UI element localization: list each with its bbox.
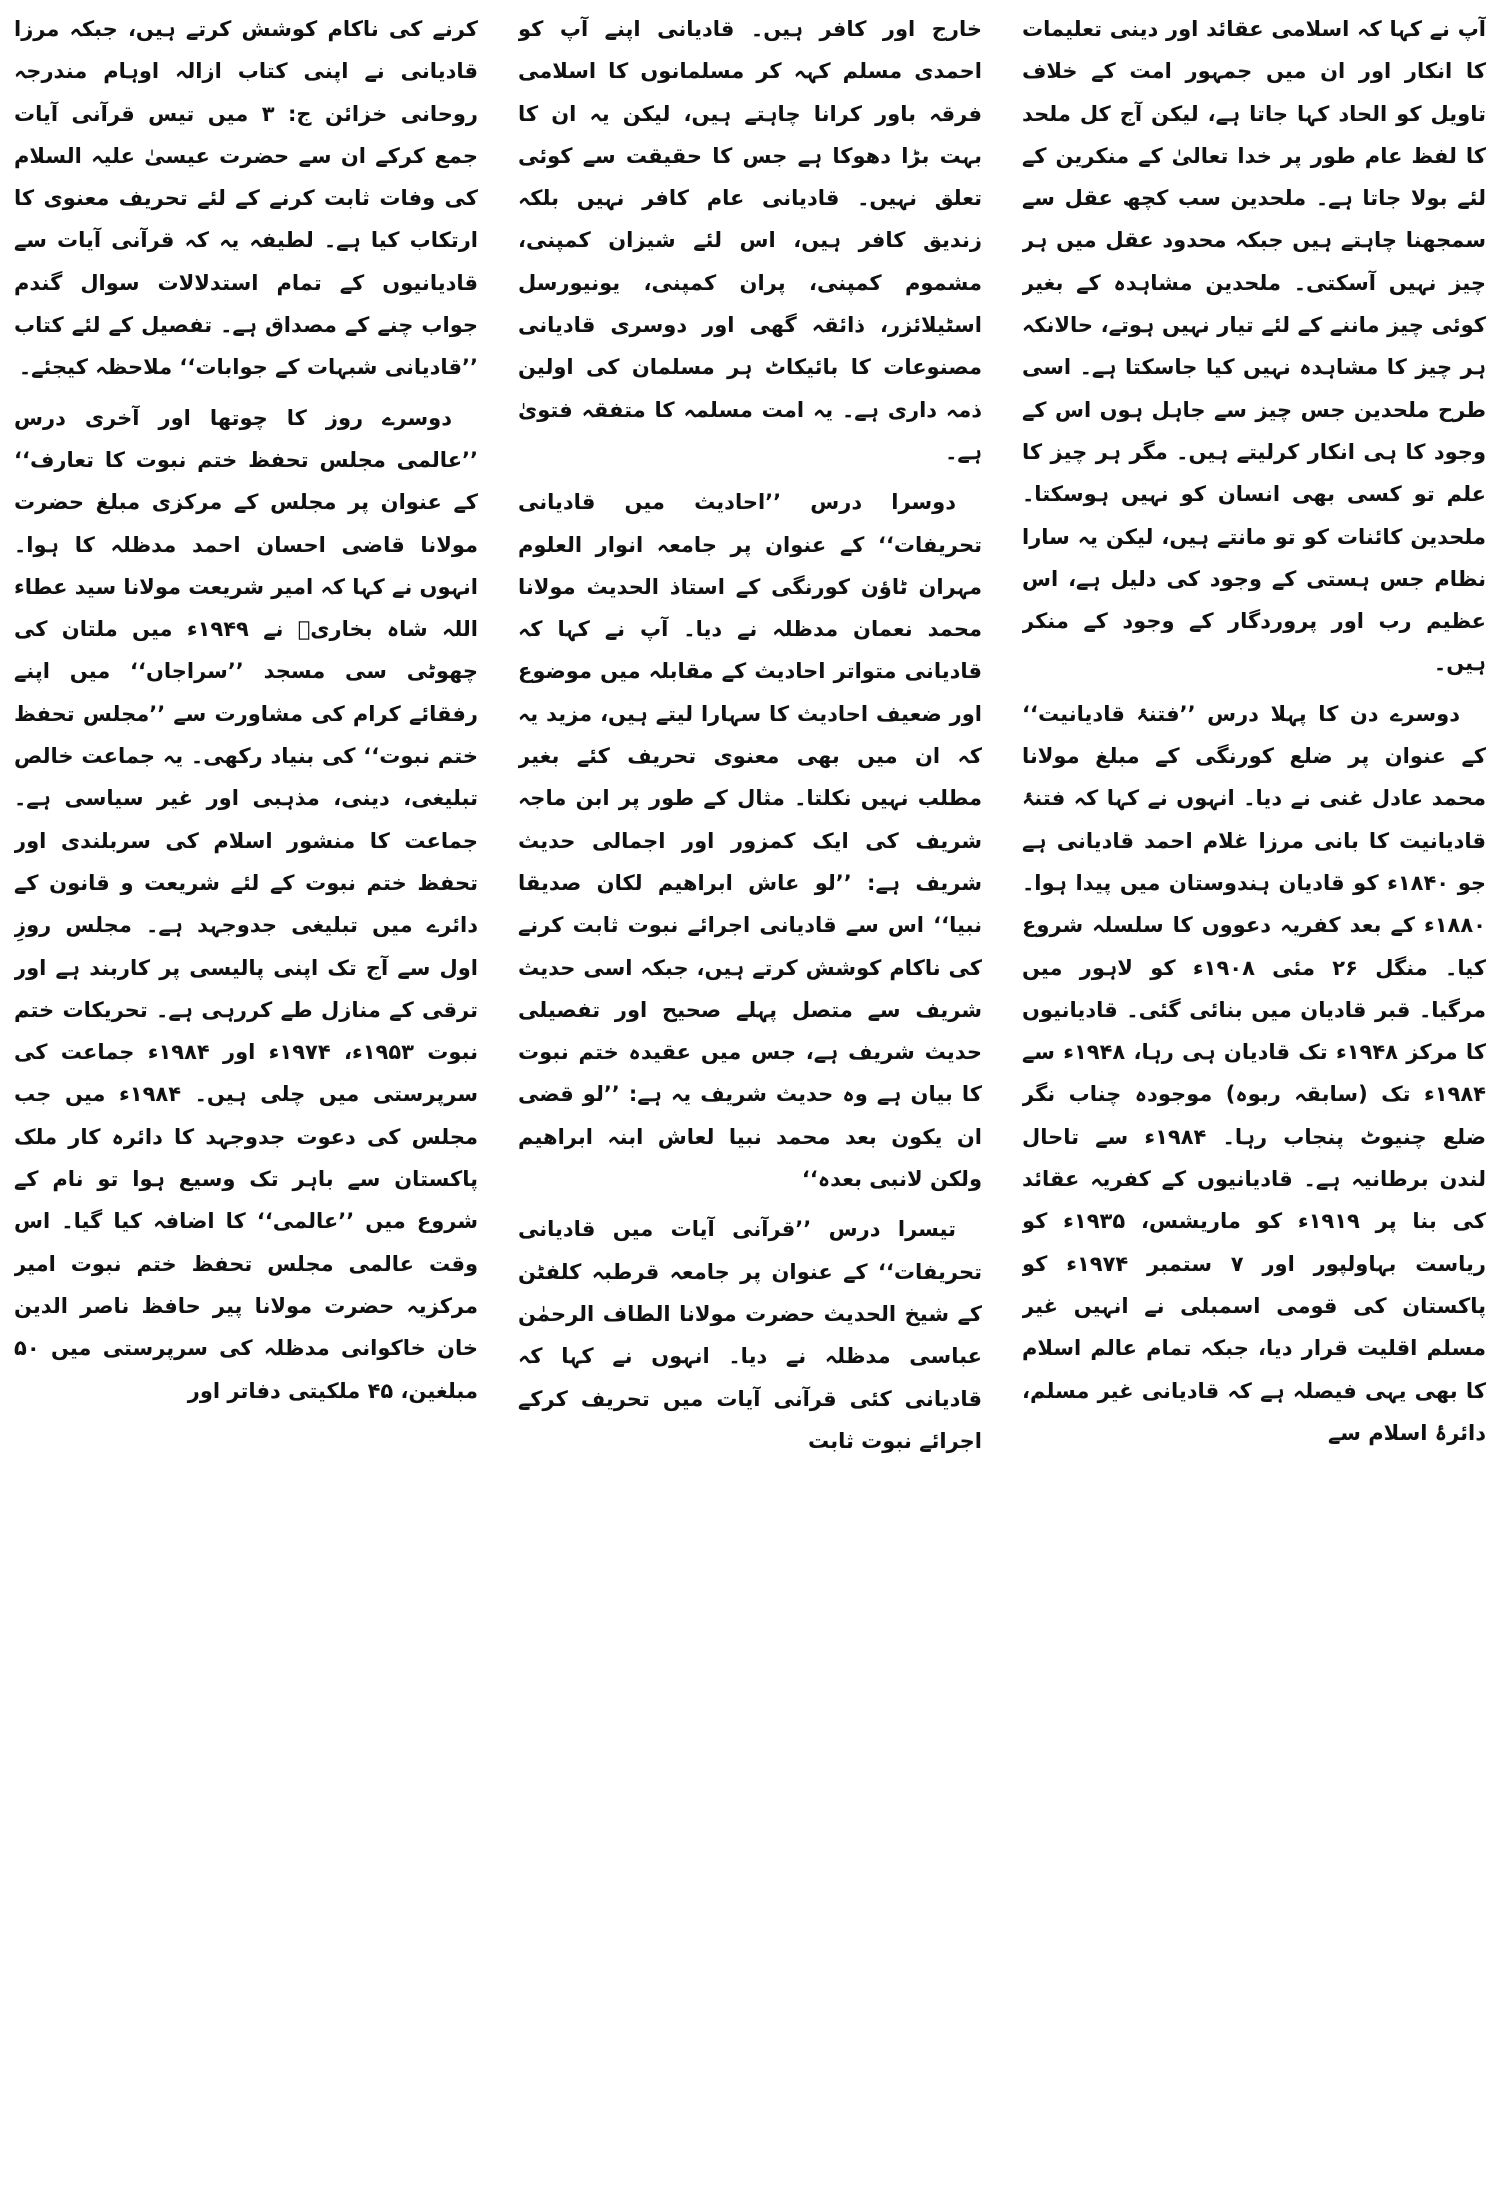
article-column-right [1022,8,1486,2192]
newspaper-page [14,8,1486,2192]
paragraph: دوسرا درس ’’احادیث میں قادیانی تحریفات‘‘ کے عنوان پر جامعہ انوار العلوم مہران ٹاؤن کورنگی کے استاذ الحدیث مولانا محمد نعمان مدظلہ نے دیا۔ آپ نے کہا کہ قادیانی متواتر احادیث کے مقابلہ میں موضوع اور ضعیف احادیث کا سہارا لیتے ہیں، مزید یہ کہ ان میں بھی معنوی تحریف کئے بغیر مطلب نہیں نکلتا۔ مثال کے طور پر ابن ماجہ شریف کی ایک کمزور اور اجمالی حدیث شریف ہے: ’’لو عاش ابراھیم لکان صدیقا نبیا‘‘ اس سے قادیانی اجرائے نبوت ثابت کرنے کی ناکام کوشش کرتے ہیں، جبکہ اسی حدیث شریف سے متصل پہلے صحیح اور تفصیلی حدیث شریف ہے، جس میں عقیدہ ختم نبوت کا بیان ہے وہ حدیث شریف یہ ہے: ’’لو قضی ان یکون بعد محمد نبیا لعاش ابنہ ابراھیم ولکن لانبی بعدہ‘‘ [518,490,982,1192]
paragraph: دوسرے دن کا پہلا درس ’’فتنۂ قادیانیت‘‘ کے عنوان پر ضلع کورنگی کے مبلغ مولانا محمد عادل غنی نے دیا۔ انہوں نے کہا کہ فتنۂ قادیانیت کا بانی مرزا غلام احمد قادیانی ہے جو ۱۸۴۰ء کو قادیان ہندوستان میں پیدا ہوا۔ ۱۸۸۰ء کے بعد کفریہ دعووں کا سلسلہ شروع کیا۔ منگل ۲۶ مئی ۱۹۰۸ء کو لاہور میں مرگیا۔ قبر قادیان میں بنائی گئی۔ قادیانیوں کا مرکز ۱۹۴۸ء تک قادیان ہی رہا، ۱۹۴۸ء سے ۱۹۸۴ء تک (سابقہ ربوہ) موجودہ چناب نگر ضلع چنیوٹ پنجاب رہا۔ ۱۹۸۴ء سے تاحال لندن برطانیہ ہے۔ قادیانیوں کے کفریہ عقائد کی بنا پر ۱۹۱۹ء کو ماریشس، ۱۹۳۵ء کو ریاست بہاولپور اور ۷ ستمبر ۱۹۷۴ء کو پاکستان کی قومی اسمبلی نے انہیں غیر مسلم اقلیت قرار دیا، جبکہ تمام عالم اسلام کا بھی یہی فیصلہ ہے کہ قادیانی غیر مسلم، دائرۂ اسلام سے [1022,701,1486,1445]
paragraph: آپ نے کہا کہ اسلامی عقائد اور دینی تعلیمات کا انکار اور ان میں جمہور امت کے خلاف تاویل کو الحاد کہا جاتا ہے، لیکن آج کل ملحد کا لفظ عام طور پر خدا تعالیٰ کے منکرین کے لئے بولا جاتا ہے۔ ملحدین سب کچھ عقل سے سمجھنا چاہتے ہیں جبکہ محدود عقل میں ہر چیز نہیں آسکتی۔ ملحدین مشاہدہ کے بغیر کوئی چیز ماننے کے لئے تیار نہیں ہوتے، حالانکہ ہر چیز کا مشاہدہ نہیں کیا جاسکتا ہے۔ اسی طرح ملحدین جس چیز سے جاہل ہوں اس کے وجود کا ہی انکار کرلیتے ہیں۔ مگر ہر چیز کا علم تو کسی بھی انسان کو نہیں ہوسکتا۔ ملحدین کائنات کو تو مانتے ہیں، لیکن یہ سارا نظام جس ہستی کے وجود کی دلیل ہے، اس عظیم رب اور پروردگار کے وجود کے منکر ہیں۔ [1022,17,1486,676]
paragraph: دوسرے روز کا چوتھا اور آخری درس ’’عالمی مجلس تحفظ ختم نبوت کا تعارف‘‘ کے عنوان پر مجلس کے مرکزی مبلغ حضرت مولانا قاضی احسان احمد مدظلہ کا ہوا۔ انہوں نے کہا کہ امیر شریعت مولانا سید عطاء اللہ شاہ بخاریؒ نے ۱۹۴۹ء میں ملتان کی چھوٹی سی مسجد ’’سراجاں‘‘ میں اپنے رفقائے کرام کی مشاورت سے ’’مجلس تحفظ ختم نبوت‘‘ کی بنیاد رکھی۔ یہ جماعت خالص تبلیغی، دینی، مذہبی اور غیر سیاسی ہے۔ جماعت کا منشور اسلام کی سربلندی اور تحفظ ختم نبوت کے لئے شریعت و قانون کے دائرے میں تبلیغی جدوجہد ہے۔ مجلس روزِ اول سے آج تک اپنی پالیسی پر کاربند ہے اور ترقی کے منازل طے کررہی ہے۔ تحریکات ختم نبوت ۱۹۵۳ء، ۱۹۷۴ء اور ۱۹۸۴ء جماعت کی سرپرستی میں چلی ہیں۔ ۱۹۸۴ء میں جب مجلس کی دعوت جدوجہد کا دائرہ کار ملک پاکستان سے باہر تک وسیع ہوا تو نام کے شروع میں ’’عالمی‘‘ کا اضافہ کیا گیا۔ اس وقت عالمی مجلس تحفظ ختم نبوت امیر مرکزیہ حضرت مولانا پیر حافظ ناصر الدین خان خاکوانی مدظلہ کی سرپرستی میں ۵۰ مبلغین، ۴۵ ملکیتی دفاتر اور [14,405,478,1403]
article-column-middle [518,8,982,2192]
paragraph: تیسرا درس ’’قرآنی آیات میں قادیانی تحریفات‘‘ کے عنوان پر جامعہ قرطبہ کلفٹن کے شیخ الحدیث حضرت مولانا الطاف الرحمٰن عباسی مدظلہ نے دیا۔ انہوں نے کہا کہ قادیانی کئی قرآنی آیات میں تحریف کرکے اجرائے نبوت ثابت [518,1217,982,1453]
article-column-left [14,8,478,2192]
paragraph: خارج اور کافر ہیں۔ قادیانی اپنے آپ کو احمدی مسلم کہہ کر مسلمانوں کا اسلامی فرقہ باور کرانا چاہتے ہیں، لیکن یہ ان کا بہت بڑا دھوکا ہے جس کا حقیقت سے کوئی تعلق نہیں۔ قادیانی عام کافر نہیں بلکہ زندیق کافر ہیں، اس لئے شیزان کمپنی، مشموم کمپنی، پران کمپنی، یونیورسل اسٹیلائزر، ذائقہ گھی اور دوسری قادیانی مصنوعات کا بائیکاٹ ہر مسلمان کی اولین ذمہ داری ہے۔ یہ امت مسلمہ کا متفقہ فتویٰ ہے۔ [518,17,982,464]
paragraph: کرنے کی ناکام کوشش کرتے ہیں، جبکہ مرزا قادیانی نے اپنی کتاب ازالہ اوہام مندرجہ روحانی خزائن ج: ۳ میں تیس قرآنی آیات جمع کرکے ان سے حضرت عیسیٰ علیہ السلام کی وفات ثابت کرنے کے لئے تحریف معنوی کا ارتکاب کیا ہے۔ لطیفہ یہ کہ قرآنی آیات سے قادیانیوں کے تمام استدلالات سوال گندم جواب چنے کے مصداق ہے۔ تفصیل کے لئے کتاب ’’قادیانی شبہات کے جوابات‘‘ ملاحظہ کیجئے۔ [14,17,478,380]
